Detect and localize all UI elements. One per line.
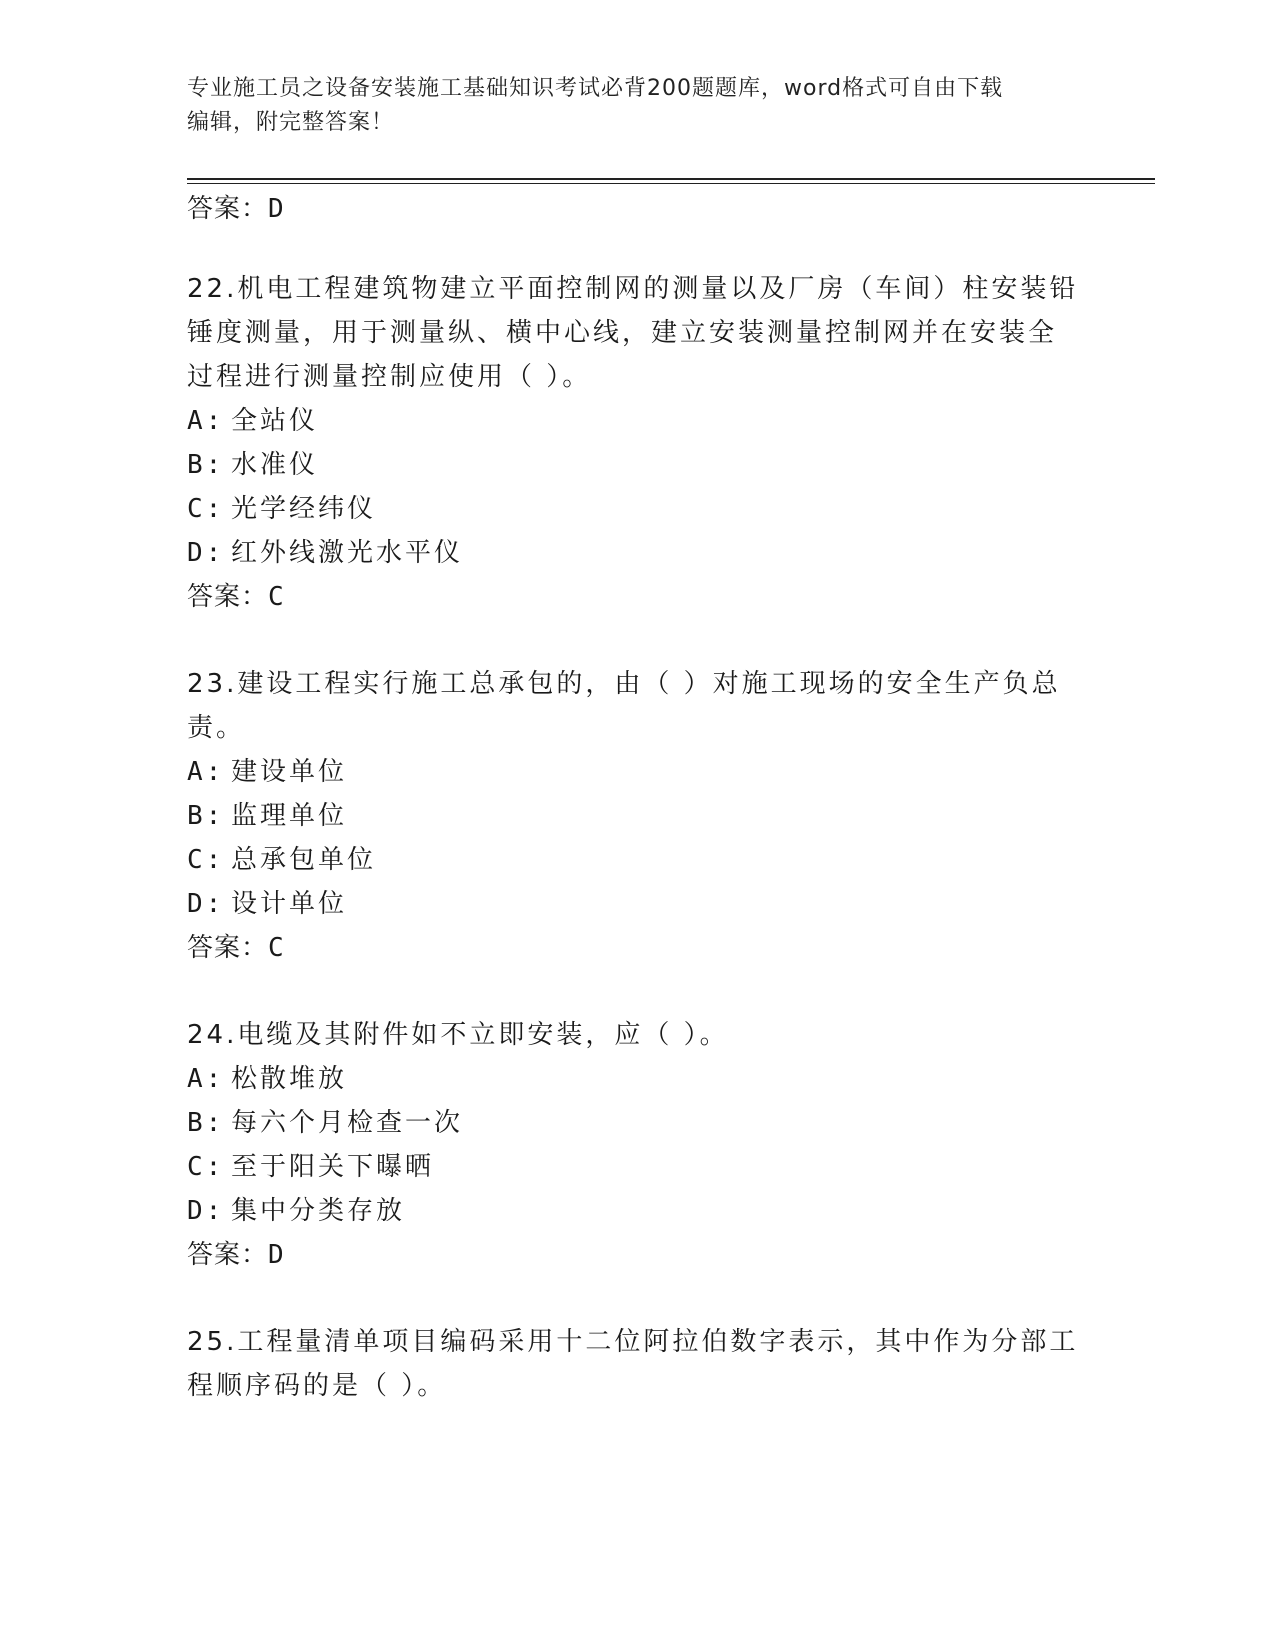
q22-option-c [187, 487, 376, 532]
header-divider-thick [187, 178, 1155, 180]
option-key: C: [187, 1152, 225, 1182]
header-divider-thin [187, 183, 1155, 184]
option-key: A: [187, 1064, 225, 1094]
option-key: A: [187, 406, 225, 436]
option-key: C: [187, 494, 225, 524]
option-text: 水准仪 [231, 450, 319, 480]
option-text: 至于阳关下曝晒 [231, 1152, 435, 1182]
q22-option-a [187, 399, 318, 444]
q22-answer: 答案：C [187, 582, 285, 612]
option-text: 全站仪 [231, 406, 319, 436]
q23-answer: 答案：C [187, 933, 285, 963]
q24-answer: 答案：D [187, 1240, 285, 1270]
q22-text-line-3: 过程进行测量控制应使用（ ）。 [187, 362, 592, 392]
option-key: C: [187, 845, 225, 875]
option-text: 设计单位 [231, 889, 348, 919]
q22-text-line-2: 锤度测量，用于测量纵、横中心线，建立安装测量控制网并在安装全 [187, 318, 1058, 348]
q24-text-line-1: 24.电缆及其附件如不立即安装，应（ ）。 [187, 1020, 729, 1050]
option-text: 建设单位 [231, 757, 348, 787]
q23-option-c [187, 838, 376, 883]
q24-option-c [187, 1145, 434, 1190]
option-text: 红外线激光水平仪 [231, 538, 464, 568]
option-key: D: [187, 889, 225, 919]
q24-option-a [187, 1057, 347, 1102]
q24-option-d [187, 1189, 405, 1234]
option-text: 总承包单位 [231, 845, 377, 875]
q22-text-line-1: 22.机电工程建筑物建立平面控制网的测量以及厂房（车间）柱安装铅 [187, 274, 1079, 304]
q23-option-a [187, 750, 347, 795]
previous-answer: 答案：D [187, 194, 285, 224]
option-text: 松散堆放 [231, 1064, 348, 1094]
q24-option-b [187, 1101, 463, 1146]
header-line-1: 专业施工员之设备安装施工基础知识考试必背200题题库，word格式可自由下载 [187, 76, 1004, 101]
q23-text-line-2: 责。 [187, 713, 246, 743]
option-text: 集中分类存放 [231, 1196, 406, 1226]
option-text: 每六个月检查一次 [231, 1108, 464, 1138]
option-key: B: [187, 1108, 225, 1138]
q22-option-b [187, 443, 318, 488]
option-text: 光学经纬仪 [231, 494, 377, 524]
q22-option-d [187, 531, 463, 576]
option-key: D: [187, 1196, 225, 1226]
q23-option-d [187, 882, 347, 927]
option-key: B: [187, 801, 225, 831]
option-text: 监理单位 [231, 801, 348, 831]
q25-text-line-1: 25.工程量清单项目编码采用十二位阿拉伯数字表示，其中作为分部工 [187, 1327, 1079, 1357]
header-line-2: 编辑，附完整答案！ [187, 110, 395, 135]
option-key: D: [187, 538, 225, 568]
q25-text-line-2: 程顺序码的是（ ）。 [187, 1371, 447, 1401]
q23-text-line-1: 23.建设工程实行施工总承包的，由（ ）对施工现场的安全生产负总 [187, 669, 1061, 699]
q23-option-b [187, 794, 347, 839]
option-key: A: [187, 757, 225, 787]
document-header [187, 72, 1067, 140]
option-key: B: [187, 450, 225, 480]
